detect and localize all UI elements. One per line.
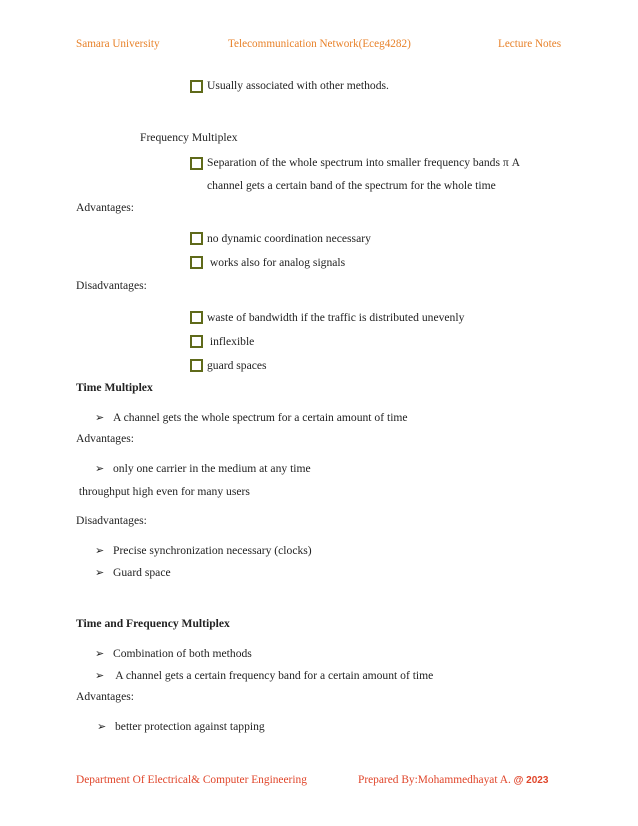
header-lecture-notes: Lecture Notes [498,38,562,50]
bullet-text: only one carrier in the medium at any time [113,462,311,475]
checkbox-bullet-icon [190,80,203,93]
checkbox-bullet-icon [190,311,203,324]
section-heading: Time Multiplex [76,381,153,394]
bullet-text: inflexible [207,335,255,348]
bullet-text: A channel gets a certain frequency band for a certain amount of time [113,669,434,682]
section-heading: Time and Frequency Multiplex [76,617,230,630]
bullet-text-continuation: channel gets a certain band of the spectrum for the whole time [207,179,496,192]
checkbox-bullet-icon [190,232,203,245]
advantages-label: Advantages: [76,690,134,703]
checkbox-bullet-icon [190,359,203,372]
bullet-text: works also for analog signals [207,256,346,269]
advantages-label: Advantages: [76,201,134,214]
arrow-bullet-icon: ➢ [95,411,105,424]
arrow-bullet-icon: ➢ [95,647,105,660]
bullet-text: waste of bandwidth if the traffic is distributed unevenly [207,311,465,324]
bullet-text: no dynamic coordination necessary [207,232,371,245]
bullet-text: Precise synchronization necessary (clocks) [113,544,312,557]
footer-prepared-by [358,774,548,786]
bullet-text: Separation of the whole spectrum into smaller frequency bands π A [207,156,520,169]
disadvantages-label: Disadvantages: [76,279,147,292]
arrow-bullet-icon: ➢ [95,462,105,475]
section-heading: Frequency Multiplex [140,131,238,144]
arrow-bullet-icon: ➢ [95,566,105,579]
bullet-text: A channel gets the whole spectrum for a certain amount of time [113,411,408,424]
advantages-label: Advantages: [76,432,134,445]
footer-author: Prepared By:Mohammedhayat A. [358,774,511,786]
checkbox-bullet-icon [190,256,203,269]
bullet-text: Usually associated with other methods. [207,79,389,92]
bullet-text: Combination of both methods [113,647,252,660]
checkbox-bullet-icon [190,335,203,348]
bullet-text: guard spaces [207,359,267,372]
arrow-bullet-icon: ➢ [95,669,105,682]
arrow-bullet-icon: ➢ [95,544,105,557]
arrow-bullet-icon: ➢ [97,720,107,733]
header-university: Samara University [76,38,160,50]
checkbox-bullet-icon [190,157,203,170]
disadvantages-label: Disadvantages: [76,514,147,527]
header-course: Telecommunication Network(Eceg4282) [228,38,411,50]
footer-year: @ 2023 [513,775,549,786]
footer-department: Department Of Electrical& Computer Engineering [76,774,307,786]
body-text: throughput high even for many users [76,485,250,498]
bullet-text: Guard space [113,566,171,579]
bullet-text: better protection against tapping [115,720,265,733]
